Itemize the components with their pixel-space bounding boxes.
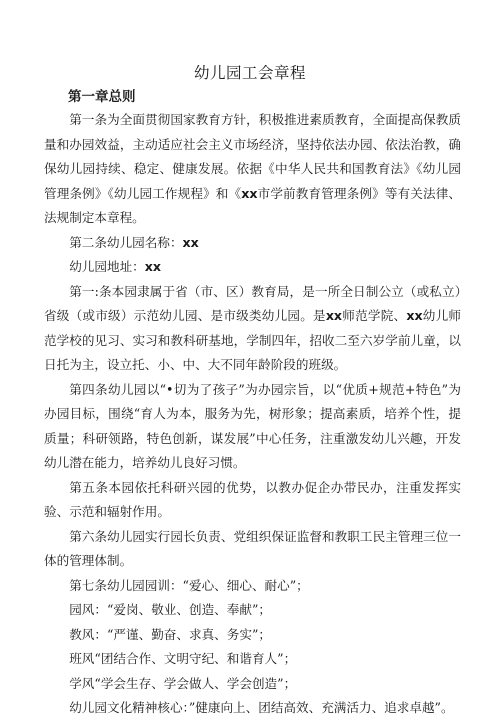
kindergarten-name-value: xx [182,234,199,250]
learning-style-line: 学风“学会生存、学会做人、学会创造”； [69,675,297,691]
culture-core-line: 幼儿园文化精神核心：”健康向上、团结高效、充满活力、追求卓越”。 [69,700,454,715]
article-2-label: 第二条幼儿园名称： [69,234,183,250]
garden-style-line: 园风：“爱岗、敬业、创造、奉献”； [69,602,271,617]
article-3-placeholder-2: xx [406,308,423,323]
article-3-paragraph [44,280,461,378]
address-label: 幼儿园地址： [69,259,145,274]
article-3-text-b: 师范学院、 [342,308,407,323]
article-1-paragraph [44,108,461,231]
article-1-text: 第一条为全面贯彻国家教育方针，积极推进素质教育，全面提高保教质量和办园效益，主动适应社会主义市场经济，坚持依法办园、依法治教，确保幼儿园持续、稳定、健康发展。依据《中华人民共和国教育法》《幼儿园管理条例》《幼儿园工作规程》和《 [44,112,461,201]
class-style-line: 班风“团结合作、文明守纪、和谐育人”； [69,651,297,666]
article-3-text-a: 第一:条本园隶属于省（市、区）教育局，是一所全日制公立（或私立）省级（或市级）示范幼儿园、是市级类幼儿园。是 [44,283,461,323]
address-value: xx [144,259,161,274]
article-6-paragraph: 第六条幼儿园实行园长负责、党组织保证监督和教职工民主管理三位一体的管理体制。 [44,528,461,568]
teaching-style-line: 教风：“严谨、勤奋、求真、务实”； [69,626,271,642]
article-1-placeholder: xx [241,185,258,201]
article-5-paragraph: 第五条本园依托科研兴园的优势，以教办促企办带民办，注重发挥实验、示范和辐射作用。 [44,479,461,519]
address-paragraph [44,255,461,280]
article-3-text-c: 幼儿师范学校的见习、实习和教科研基地，学制四年，招收二至六岁学前儿童，以日托为主，设立托、小、中、大不同年龄阶段的班级。 [44,308,462,372]
article-3-placeholder-1: xx [325,308,343,323]
document-body [44,108,461,721]
article-4-paragraph: 第四条幼儿园以“•切为了孩子”为办园宗旨，以“优质+规范+特色”为办园目标，围绕“育人为本，服务为先，树形象；提高素质，培养个性，提质量；科研领路，特色创新，谋发展”中心任务，注重激发幼儿兴趣，开发幼儿潜在能力，培养幼儿良好习惯。 [44,381,461,470]
document-title: 幼儿园工会章程 [193,64,306,82]
article-2-paragraph [44,231,461,256]
article-7-paragraph: 第七条幼儿园园训：“爱心、细心、耐心”； [69,577,309,593]
chapter-heading: 第一章总则 [68,89,136,105]
article-1-tail: 市学前教育管理条例》等有关法律、法规制定本章程。 [44,185,462,225]
